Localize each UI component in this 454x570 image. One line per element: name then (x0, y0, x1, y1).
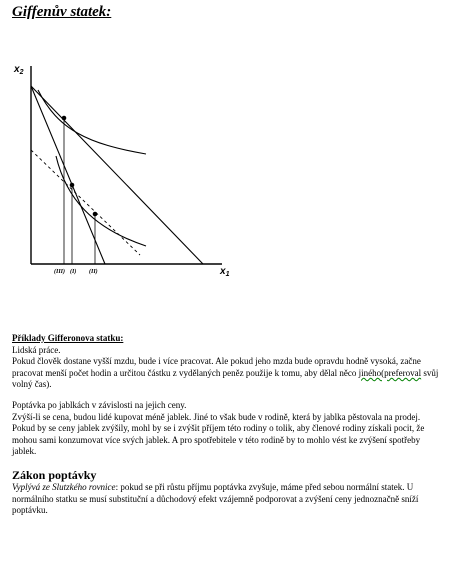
budget-line-original (31, 86, 203, 264)
law-title: Zákon poptávky (12, 467, 97, 482)
spellcheck-word: jiného(preferoval (358, 367, 422, 378)
y-axis-label: $x_2$ (14, 64, 24, 76)
law-body: Vyplývá ze Slutzkého rovnice: pokud se při růstu příjmu poptávka zvyšuje, máme před sebou normální statek. U normálního statku se musí substituční a důchodový efekt vzájemně podporovat a zvýšení ceny jednoznačně sníží poptávku. (12, 481, 419, 516)
giffen-diagram (0, 52, 250, 282)
example-2-body: Zvýší-li se cena, budou lidé kupovat méně jablek. Jiné to však bude v rodině, která by jablka pěstovala na prodej. Pokud by se ceny jablek zvýšily, mohl by se i zvýšit příjem této rodiny o tolik, aby členové rodiny získali pocit, že mohou sami konzumovat více svých jablek. A pro spotřebitele v této rodině by to mohlo vést ke zvýšení spotřeby jablek. (12, 411, 425, 457)
examples-heading: Příklady Gifferonova statku: (12, 333, 124, 343)
example-2-title: Poptávka po jablkách v závislosti na jejich ceny. (12, 399, 187, 410)
point-label-III: (III) (54, 269, 66, 275)
indifference-curve-upper (38, 90, 146, 154)
point-label-II: (II) (89, 269, 98, 275)
budget-line-new (31, 86, 105, 264)
indifference-curve-lower (56, 156, 146, 246)
point-label-I: (I) (70, 269, 77, 275)
compensated-budget-line (31, 150, 140, 255)
equilibrium-point-II (93, 212, 98, 217)
page-title: Giffenův statek: (12, 4, 112, 20)
equilibrium-point-III (62, 116, 67, 121)
example-1-title: Lidská práce. (12, 344, 61, 355)
x-axis-label: $x_1$ (220, 266, 230, 278)
example-1-body: Pokud člověk dostane vyšší mzdu, bude i více pracovat. Ale pokud jeho mzda bude opravdu hodně vysoká, začne pracovat menší počet hodin a určitou částku z vydělaných peněz použije k tomu, aby dělal něco jiného(preferoval svůj volný čas). (12, 356, 439, 390)
text-block (12, 333, 444, 517)
equilibrium-point-I (70, 183, 75, 188)
